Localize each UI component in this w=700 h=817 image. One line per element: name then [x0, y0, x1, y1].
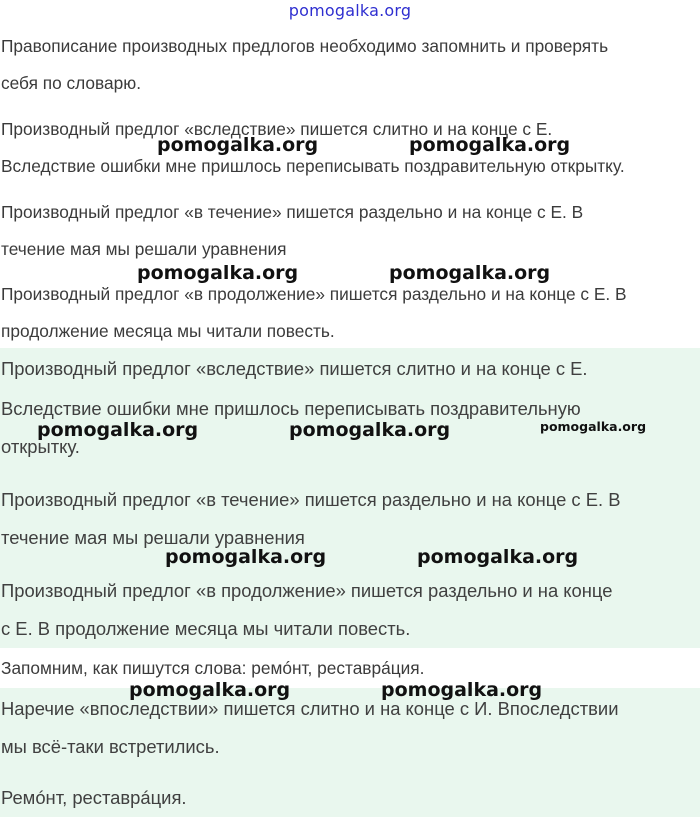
- text-line: Правописание производных предлогов необходимо запомнить и проверять: [1, 36, 609, 56]
- text-line: себя по словарю.: [1, 73, 142, 93]
- watermark: pomogalka.org: [137, 262, 299, 284]
- text-line: Производный предлог «в течение» пишется раздельно и на конце с Е. В: [1, 202, 584, 222]
- page-header: [0, 0, 700, 28]
- text-line: Производный предлог «в продолжение» пишется раздельно и на конце: [1, 580, 613, 601]
- paragraph: [1, 350, 588, 388]
- paragraph: [1, 690, 618, 766]
- answer-block: [0, 348, 700, 648]
- watermark: pomogalka.org: [540, 419, 647, 434]
- explanation-block: [0, 28, 700, 348]
- text-line: Наречие «впоследствии» пишется слитно и на конце с И. Впоследствии: [1, 698, 619, 719]
- watermark: pomogalka.org: [417, 546, 579, 568]
- text-line: открытку.: [1, 436, 80, 457]
- paragraph: [1, 572, 613, 648]
- text-line: Ремóнт, реставрáция.: [1, 787, 187, 808]
- watermark: pomogalka.org: [289, 419, 451, 441]
- text-line: Запомним, как пишутся слова: ремóнт, реставрáция.: [1, 658, 425, 678]
- text-line: Производный предлог «в течение» пишется раздельно и на конце с Е. В: [1, 489, 621, 510]
- text-line: Производный предлог «вследствие» пишется слитно и на конце с Е.: [1, 358, 588, 379]
- paragraph: [1, 276, 627, 350]
- watermark: pomogalka.org: [381, 679, 543, 701]
- text-line: с Е. В продолжение месяца мы читали повесть.: [1, 618, 411, 639]
- text-line: течение мая мы решали уравнения: [1, 239, 287, 259]
- watermark: pomogalka.org: [165, 546, 327, 568]
- text-line: течение мая мы решали уравнения: [1, 527, 305, 548]
- text-line: Производный предлог «вследствие» пишется слитно и на конце с Е.: [1, 119, 553, 139]
- text-line: продолжение месяца мы читали повесть.: [1, 321, 335, 341]
- text-line: мы всё-таки встретились.: [1, 736, 220, 757]
- paragraph: [1, 779, 187, 817]
- watermark: pomogalka.org: [37, 419, 199, 441]
- answer-block-2: [0, 688, 700, 817]
- paragraph: [1, 194, 583, 268]
- watermark: pomogalka.org: [389, 262, 551, 284]
- text-line: Вследствие ошибки мне пришлось переписывать поздравительную открытку.: [1, 156, 625, 176]
- note-block: [0, 648, 700, 688]
- watermark: pomogalka.org: [409, 134, 571, 156]
- watermark: pomogalka.org: [157, 134, 319, 156]
- watermark: pomogalka.org: [129, 679, 291, 701]
- site-logo: pomogalka.org: [288, 1, 412, 20]
- text-line: Вследствие ошибки мне пришлось переписывать поздравительную: [1, 398, 581, 419]
- paragraph: [1, 28, 608, 102]
- text-line: Производный предлог «в продолжение» пишется раздельно и на конце с Е. В: [1, 284, 627, 304]
